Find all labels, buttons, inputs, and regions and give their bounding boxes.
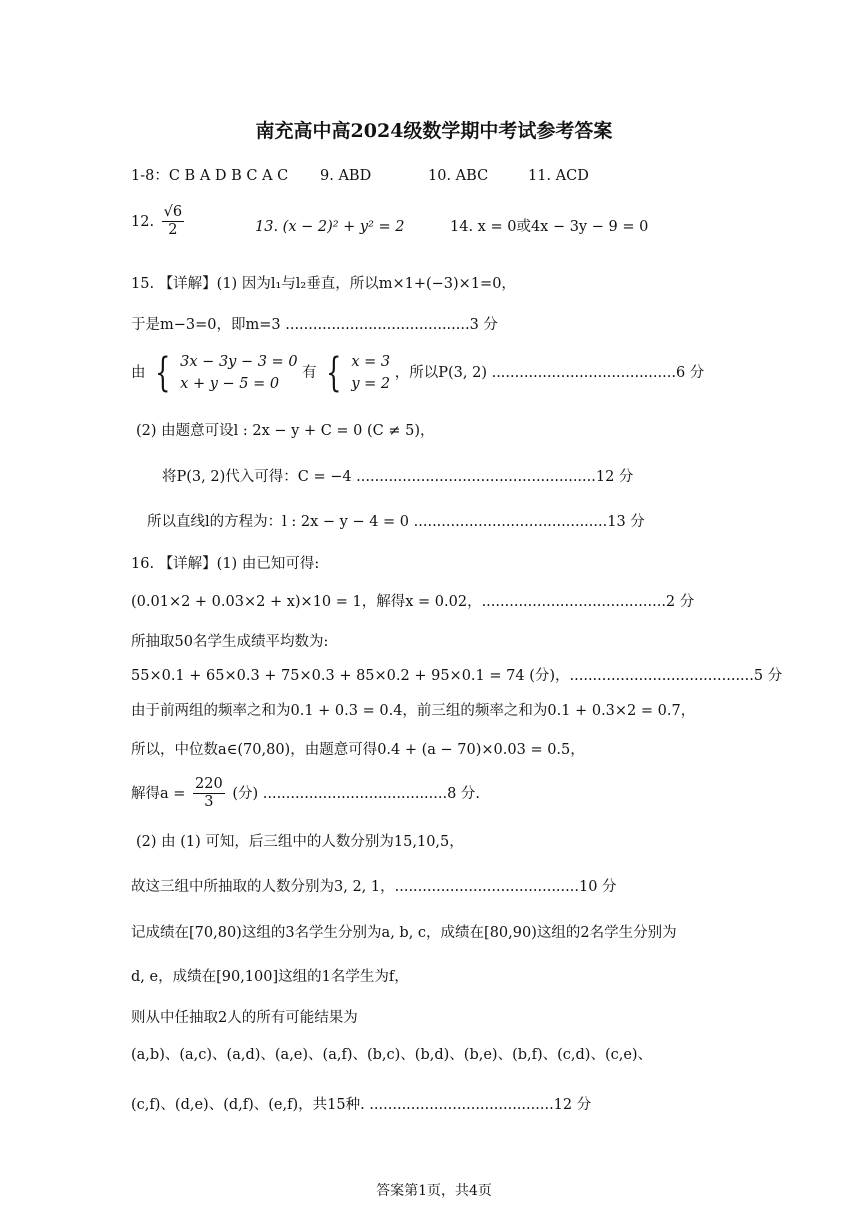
equation-system-2 xyxy=(351,351,390,395)
q16-line8: (2) 由 (1) 可知，后三组中的人数分别为15,10,5， xyxy=(136,834,464,850)
page-title: 南充高中高2024级数学期中考试参考答案 xyxy=(255,120,613,142)
q15-line3-prefix: 由 xyxy=(131,365,146,381)
q16-line12: 则从中任抽取2人的所有可能结果为 xyxy=(131,1010,358,1026)
system1-eq2: x + y − 5 = 0 xyxy=(180,376,280,392)
median-fraction xyxy=(193,776,225,812)
q12-denominator: 2 xyxy=(168,222,178,239)
q16-line11: d, e，成绩在[90,100]这组的1名学生为f， xyxy=(131,969,409,985)
q15-line2: 于是m−3=0，即m=3 ........................................3 分 xyxy=(131,317,498,333)
system1-eq1: 3x − 3y − 3 = 0 xyxy=(180,354,298,370)
q16-line7-prefix: 解得a = xyxy=(131,785,186,802)
q16-line4: 55×0.1 + 65×0.3 + 75×0.3 + 85×0.2 + 95×0.1 = 74 (分)，........................................5 分 xyxy=(131,668,783,684)
system2-eq2: y = 2 xyxy=(351,376,391,392)
median-denominator: 3 xyxy=(204,794,214,811)
q15-line6: 所以直线l的方程为：l : 2x − y − 4 = 0 ..........................................13 分 xyxy=(147,514,645,530)
q16-line7 xyxy=(131,776,480,812)
q15-line3-mid: 有 xyxy=(302,365,317,381)
q16-line1: 16. 【详解】(1) 由已知可得: xyxy=(131,556,320,572)
q16-line9: 故这三组中所抽取的人数分别为3, 2, 1，........................................10 分 xyxy=(131,879,617,895)
mc-q11: 11. ACD xyxy=(528,168,589,184)
q12-label: 12. xyxy=(131,213,155,230)
q15-line1: 15. 【详解】(1) 因为l₁与l₂垂直，所以m×1+(−3)×1=0， xyxy=(131,276,516,292)
q16-line7-suffix: (分) ........................................8 分. xyxy=(232,785,481,802)
q16-line6: 所以，中位数a∈(70,80)，由题意可得0.4 + (a − 70)×0.03 = 0.5， xyxy=(131,742,585,758)
q15-line3-suffix: ，所以P(3, 2) ........................................6 分 xyxy=(394,365,705,381)
q12-numerator: √6 xyxy=(162,204,184,222)
median-numerator: 220 xyxy=(193,776,225,794)
q13-answer: 13. (x − 2)² + y² = 2 xyxy=(255,219,405,235)
system2-eq1: x = 3 xyxy=(351,354,391,370)
equation-system-1 xyxy=(180,351,297,395)
q15-line5: 将P(3, 2)代入可得：C = −4 ....................................................12 分 xyxy=(162,469,634,485)
q16-line5: 由于前两组的频率之和为0.1 + 0.3 = 0.4，前三组的频率之和为0.1 + 0.3×2 = 0.7， xyxy=(131,703,696,719)
mc-q1-8: 1-8：C B A D B C A C xyxy=(131,168,289,184)
q16-line10: 记成绩在[70,80)这组的3名学生分别为a, b, c，成绩在[80,90)这组的2名学生分别为 xyxy=(131,925,677,941)
mc-q9: 9. ABD xyxy=(320,168,372,184)
mc-q10: 10. ABC xyxy=(428,168,489,184)
q16-line14: (c,f)、(d,e)、(d,f)、(e,f)，共15种. ........................................12 分 xyxy=(131,1097,592,1113)
left-brace: { xyxy=(326,350,342,396)
q15-line4: (2) 由题意可设l : 2x − y + C = 0 (C ≠ 5)， xyxy=(136,423,435,439)
q14-answer: 14. x = 0或4x − 3y − 9 = 0 xyxy=(450,219,649,235)
q15-line3 xyxy=(131,351,704,395)
left-brace: { xyxy=(155,350,171,396)
mc-answers-row xyxy=(131,168,589,185)
q12-fraction xyxy=(162,204,184,240)
q16-line2: (0.01×2 + 0.03×2 + x)×10 = 1，解得x = 0.02，........................................2 分 xyxy=(131,594,695,610)
q16-line13: (a,b)、(a,c)、(a,d)、(a,e)、(a,f)、(b,c)、(b,d)、(b,e)、(b,f)、(c,d)、(c,e)、 xyxy=(131,1047,653,1063)
q16-line3: 所抽取50名学生成绩平均数为: xyxy=(131,634,329,650)
page-footer: 答案第1页，共4页 xyxy=(376,1183,492,1199)
fill-answers-row xyxy=(131,204,649,240)
